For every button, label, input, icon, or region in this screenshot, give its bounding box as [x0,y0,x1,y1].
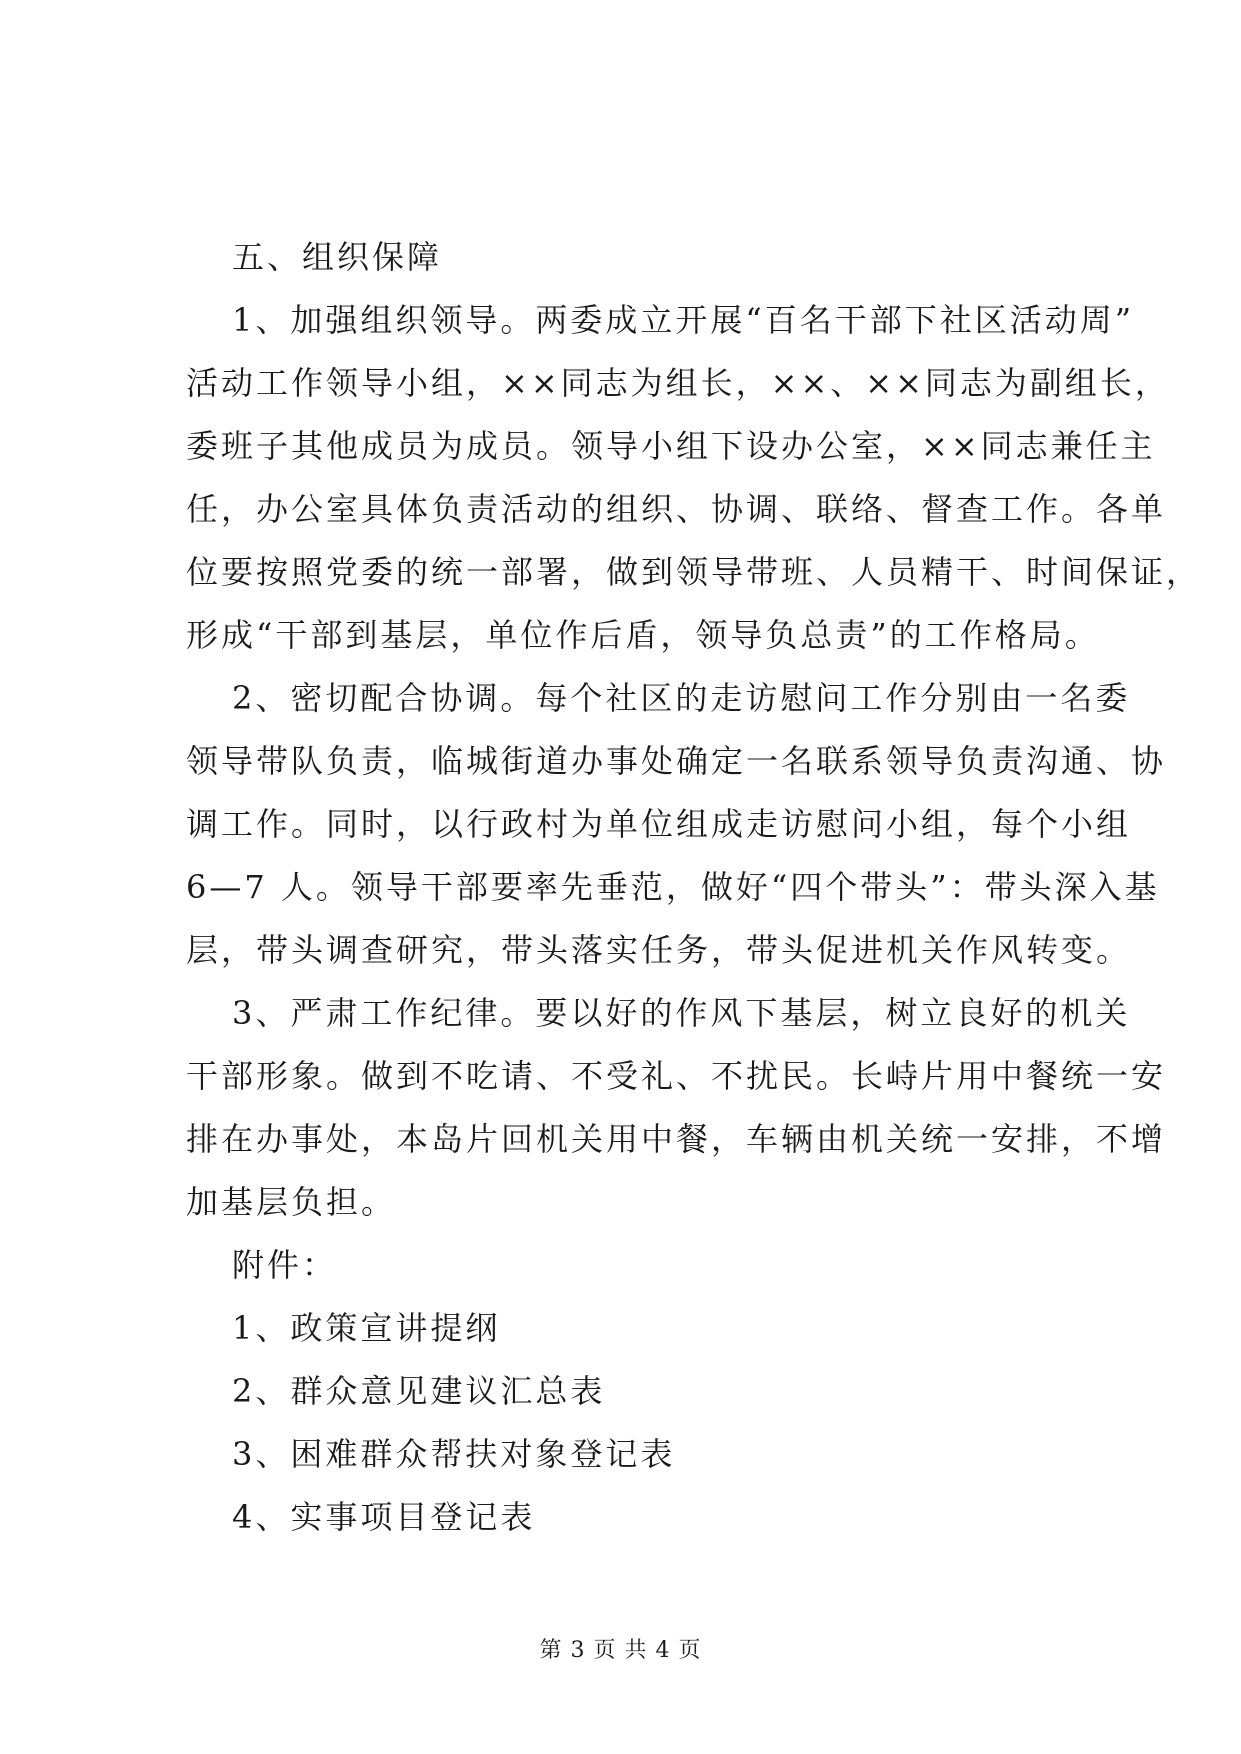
paragraph-line: 排在办事处，本岛片回机关用中餐，车辆由机关统一安排，不增 [186,1120,1167,1158]
paragraph-line: 2、密切配合协调。每个社区的走访慰问工作分别由一名委 [232,679,1131,717]
paragraph-line: 层，带头调查研究，带头落实任务，带头促进机关作风转变。 [186,931,1132,969]
attachment-item: 3、困难群众帮扶对象登记表 [232,1435,676,1473]
page-number-footer: 第 3 页 共 4 页 [539,1638,702,1663]
paragraph-2 [186,667,1167,982]
paragraph-line: 加基层负担。 [186,1183,397,1221]
attachments-label: 附件： [232,1246,338,1284]
paragraph-line: 3、严肃工作纪律。要以好的作风下基层，树立良好的机关 [232,994,1131,1032]
paragraph-line: 6—7 人。领导干部要率先垂范，做好“四个带头”：带头深入基 [186,868,1160,906]
paragraph-line: 1、加强组织领导。两委成立开展“百名干部下社区活动周” [232,301,1135,339]
paragraph-line: 干部形象。做到不吃请、不受礼、不扰民。长峙片用中餐统一安 [186,1057,1167,1095]
section-heading: 五、组织保障 [232,238,443,276]
paragraph-line: 位要按照党委的统一部署，做到领导带班、人员精干、时间保证， [186,553,1202,591]
paragraph-line: 形成“干部到基层，单位作后盾，领导负总责”的工作格局。 [186,616,1100,654]
paragraph-1 [186,289,1202,667]
paragraph-line: 活动工作领导小组，××同志为组长，××、××同志为副组长， [186,364,1170,402]
paragraph-line: 领导带队负责，临城街道办事处确定一名联系领导负责沟通、协 [186,742,1167,780]
attachment-item: 1、政策宣讲提纲 [232,1309,501,1347]
attachment-item: 2、群众意见建议汇总表 [232,1372,606,1410]
paragraph-3 [186,982,1167,1234]
attachment-item: 4、实事项目登记表 [232,1498,536,1536]
document-body [186,226,1202,1549]
paragraph-line: 调工作。同时，以行政村为单位组成走访慰问小组，每个小组 [186,805,1132,843]
paragraph-line: 任，办公室具体负责活动的组织、协调、联络、督查工作。各单 [186,490,1167,528]
attachments-list [186,1297,1084,1549]
paragraph-line: 委班子其他成员为成员。领导小组下设办公室，××同志兼任主 [186,427,1156,465]
